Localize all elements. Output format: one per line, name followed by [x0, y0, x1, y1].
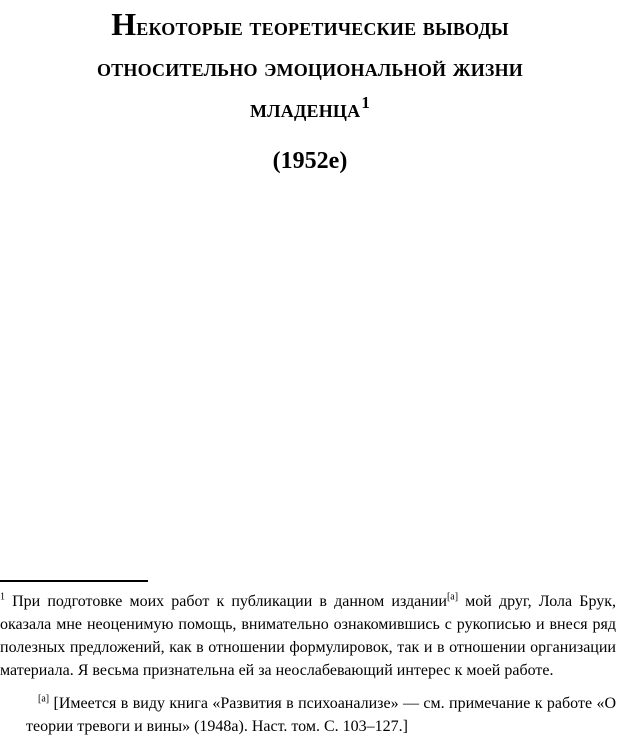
title-line-3-text: младенца: [249, 96, 361, 123]
footnote-a-marker: [a]: [38, 693, 50, 705]
publication-year: (1952e): [272, 148, 348, 174]
footnote-a-reference[interactable]: [a]: [446, 591, 459, 603]
chapter-title-line-3: [20, 89, 600, 130]
chapter-title-line-1: [20, 4, 600, 48]
footnote-1-text-start: При подготовке моих работ к публикации в данном издании: [12, 593, 447, 610]
title-initial: Н: [111, 6, 137, 42]
footnote-divider: [0, 580, 148, 582]
footnote-1-text-end: мой друг, Лола Брук, оказала мне неоценимую помощь, внимательно ознакомившись с рукописью и внеся ряд полезных предложений, как в отношении формулировок, так и в отношении организации материала. Я весьма признательна ей за неослабевающий интерес к моей работе.: [0, 593, 617, 679]
title-footnote-marker[interactable]: 1: [361, 92, 371, 112]
footnote-a: [0, 692, 616, 738]
chapter-title: [20, 4, 600, 130]
chapter-title-line-2: относительно эмоциональной жизни: [96, 55, 524, 82]
footnote-1-marker: 1: [0, 591, 5, 603]
footnote-1: [0, 590, 616, 682]
footnotes-section: [0, 590, 616, 738]
title-line-1-text: екоторые теоретические выводы: [136, 14, 509, 41]
footnote-a-text: [Имеется в виду книга «Развития в психоанализе» — см. примечание к работе «О теории тревоги и вины» (1948а). Наст. том. С. 103–127.]: [26, 695, 617, 735]
